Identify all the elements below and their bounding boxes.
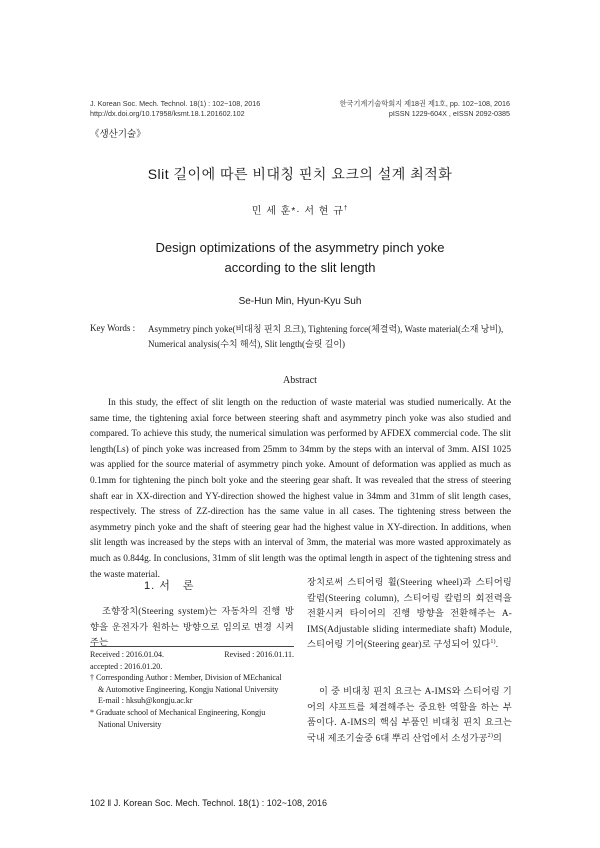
journal-citation: J. Korean Soc. Mech. Technol. 18(1) : 102~108, 2016 [90, 99, 261, 108]
page-footer [90, 798, 327, 808]
abstract-body: In this study, the effect of slit length on the reduction of waste material was studied numerically. At the same time, the tightening axial force between steering shaft and asymmetry pinch yoke was also studied and compared. To achieve this study, the numerical simulation was performed by AFDEX commercial code. The slit length(Ls) of pinch yoke was increased from 25mm to 34mm by the steps with an interval of 3mm. AISI 1025 was applied for the source material of asymmetry pinch yoke. Amount of deformation was applied as much as 0.1mm for tightening the pinch bolt yoke and the steering gear shaft. It was revealed that the stress of steering shaft ear in XX-direction and YY-direction showed the highest value in 34mm and 31mm of slit length cases, respectively. The stress of ZZ-direction has the same value in all cases. The tightening stress between the asymmetry pinch yoke and the shaft of steering gear had the highest value in XY-direction. In additions, when slit length was increased by the steps with an interval of 3mm, the material was more wasted approximately as much as 0.844g. In conclusions, 31mm of slit length was the optimal length in aspect of the tightening stress and the waste material. [90, 398, 511, 580]
section-tag: 《생산기술》 [90, 129, 146, 140]
abstract-title: Abstract [283, 375, 317, 386]
issn: pISSN 1229-604X , eISSN 2092-0385 [388, 109, 510, 118]
corresponding-author-email[interactable]: E-mail : hksuh@kongju.ac.kr [98, 696, 193, 706]
intro-right-paragraph1 [307, 575, 512, 653]
revised-date: Revised : 2016.01.11. [224, 650, 294, 659]
keywords [148, 322, 513, 352]
corresponding-author-line2: & Automotive Engineering, Kongju National University [98, 684, 279, 694]
accepted-date: accepted : 2016.01.20. [90, 661, 163, 671]
intro-right-p2-end: 의 [493, 732, 503, 743]
corresponding-author-line1: † Corresponding Author : Member, Division of MEchanical [90, 673, 282, 683]
title-korean: Slit 길이에 따른 비대칭 핀치 요크의 설계 최적화 [147, 166, 453, 182]
journal-header-right [300, 99, 510, 119]
authors-english: Se-Hun Min, Hyun-Kyu Suh [238, 296, 362, 307]
title-english-line1: Design optimizations of the asymmetry pinch yoke [155, 240, 445, 255]
intro-heading: 1. 서 론 [144, 580, 195, 592]
footer-citation: J. Korean Soc. Mech. Technol. 18(1) : 102~108, 2016 [113, 798, 328, 808]
page-number: 102 [90, 798, 106, 808]
footnote-divider [90, 646, 294, 647]
authors-korean [0, 202, 600, 217]
intro-right-paragraph2 [307, 684, 512, 746]
footnotes [90, 649, 294, 730]
footer-separator: ‖ [107, 798, 112, 808]
received-revised-line [90, 649, 294, 661]
keywords-label: Key Words : [90, 323, 136, 333]
corresponding-mark: † [343, 205, 349, 212]
intro-right-p1-text: 장치로써 스티어링 휠(Steering wheel)과 스티어링 칼럼(Steering column), 스티어링 칼럼의 회전력을 전환시켜 타이어의 진행 방향을 전환해주는 A-IMS(Adjustable sliding intermediate shaft) Module, 스티어링 기어(Steering gear)로 구성되어 있다 [307, 577, 512, 650]
keywords-line1: Asymmetry pinch yoke(비대칭 핀치 요크), Tightening force(체결력), Waste material(소재 낭비), [148, 324, 504, 334]
journal-citation-ko: 한국기계기술학회지 제18권 제1호, pp. 102~108, 2016 [339, 99, 510, 108]
reference-2[interactable]: 2) [487, 732, 494, 739]
reference-1[interactable]: 1) [490, 639, 496, 646]
title-english [0, 238, 600, 278]
graduate-affiliation-line2: National University [98, 719, 162, 729]
intro-left-paragraph: 조향장치(Steering system)는 자동차의 진행 방향을 운전자가 원하는 방향으로 임의로 변경 시켜주는 [90, 606, 294, 648]
doi-link[interactable]: http://dx.doi.org/10.17958/ksmt.18.1.201602.102 [90, 109, 245, 118]
title-english-line2: according to the slit length [224, 260, 376, 275]
graduate-affiliation-line1: * Graduate school of Mechanical Engineering, Kongju [90, 707, 266, 717]
journal-header-left [90, 99, 330, 119]
keywords-line2: Numerical analysis(수치 해석), Slit length(슬릿 길이) [148, 339, 346, 349]
intro-right-p2-text: 이 중 비대칭 핀치 요크는 A-IMS와 스티어링 기어의 샤프트를 체결해주는 중요한 역할을 하는 부품이다. A-IMS의 핵심 부품인 비대칭 핀치 요크는 국내 제조기술중 6대 뿌리 산업에서 소성가공 [307, 686, 512, 743]
intro-right-p1-end: . [495, 639, 499, 650]
authors-korean-names: 민 세 훈*· 서 현 규 [251, 206, 344, 217]
received-date: Received : 2016.01.04. [90, 650, 164, 659]
